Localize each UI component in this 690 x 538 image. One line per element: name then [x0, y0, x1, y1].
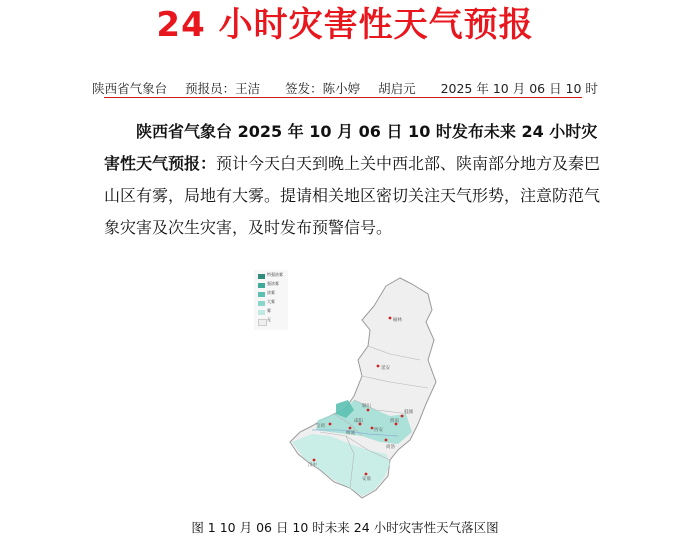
- city-label: 铜川: [362, 404, 371, 409]
- city-label: 榆林: [393, 318, 402, 323]
- issue-datetime: 2025 年 10 月 06 日 10 时: [440, 81, 598, 96]
- forecast-text: 预计今天白天到晚上关中西北部、陕南部分地方及秦巴山区有雾，局地有大雾。提请相关地区密切关注天气形势，注意防范气象灾害及次生灾害，及时发布预警信号。: [104, 154, 601, 237]
- forecaster-name: 预报员：王洁: [185, 81, 261, 96]
- legend-swatch: [258, 283, 265, 288]
- map-legend: 特强浓雾 强浓雾 浓雾 大雾 雾 无: [254, 270, 288, 330]
- city-label: 渭南: [390, 419, 399, 424]
- city-label: 延安: [381, 366, 390, 371]
- legend-swatch: [258, 301, 265, 306]
- agency-name: 陕西省气象台: [92, 81, 168, 96]
- figure-caption: 图 1 10 月 06 日 10 时未来 24 小时灾害性天气落区图: [191, 520, 499, 535]
- city-label: 咸阳: [354, 419, 363, 424]
- city-label: 杨凌: [346, 431, 355, 436]
- header-divider: [104, 97, 582, 98]
- forecast-lead: 陕西省气象台 2025 年 10 月 06 日 10 时发布未来 24 小时灾害性天气预报：: [104, 122, 598, 173]
- page-title: 24 小时灾害性天气预报: [156, 5, 534, 45]
- city-label: 西安: [374, 428, 383, 433]
- legend-swatch: [258, 310, 265, 315]
- issuer-name: 签发：陈小婷: [285, 81, 361, 96]
- city-label: 宝鸡: [316, 424, 325, 429]
- city-label: 汉中: [308, 463, 317, 468]
- issuer-name-2: 胡启元: [378, 81, 416, 96]
- city-label: 商洛: [386, 445, 395, 450]
- forecast-paragraph: [104, 116, 604, 244]
- city-label: 安康: [362, 477, 371, 482]
- city-label: 韩城: [404, 410, 413, 415]
- legend-swatch: [258, 319, 267, 326]
- legend-swatch: [258, 274, 265, 279]
- issuance-meta: [0, 79, 690, 97]
- legend-swatch: [258, 292, 265, 297]
